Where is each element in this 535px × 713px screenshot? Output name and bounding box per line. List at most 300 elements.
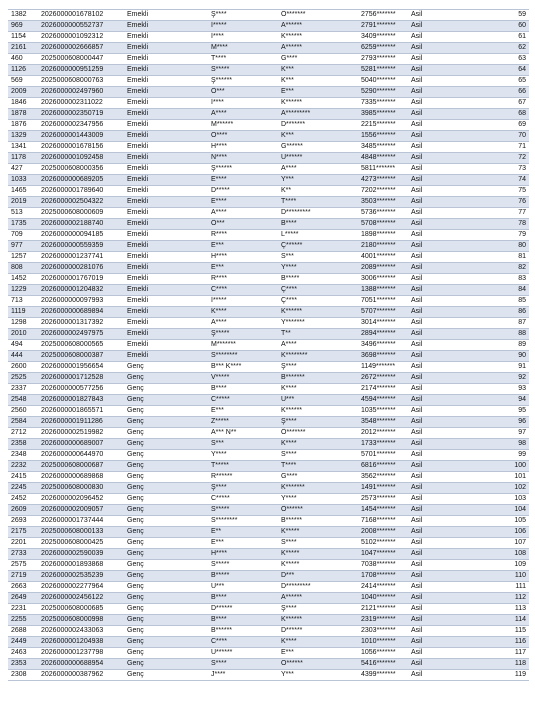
last-name-masked-cell: D******* [278, 120, 358, 131]
application-no-cell: 2449 [8, 637, 38, 648]
rank-cell: 102 [448, 483, 529, 494]
first-name-masked-cell: M****** [208, 120, 278, 131]
id-number-masked-cell: 1149******* [358, 362, 408, 373]
rank-cell: 113 [448, 604, 529, 615]
status-cell: Asil [408, 296, 448, 307]
application-no-cell: 2693 [8, 516, 38, 527]
rank-cell: 101 [448, 472, 529, 483]
application-no-cell: 1341 [8, 142, 38, 153]
status-cell: Asil [408, 307, 448, 318]
category-cell: Genç [124, 604, 208, 615]
status-cell: Asil [408, 571, 448, 582]
last-name-masked-cell: K****** [278, 406, 358, 417]
id-number-masked-cell: 1040******* [358, 593, 408, 604]
status-cell: Asil [408, 670, 448, 681]
id-number-masked-cell: 1733******* [358, 439, 408, 450]
rank-cell: 114 [448, 615, 529, 626]
first-name-masked-cell: İ**** [208, 98, 278, 109]
table-row [8, 307, 529, 318]
table-row [8, 197, 529, 208]
id-number-masked-cell: 2180******* [358, 241, 408, 252]
category-cell: Genç [124, 549, 208, 560]
first-name-masked-cell: H**** [208, 142, 278, 153]
application-no-cell: 1452 [8, 274, 38, 285]
table-row [8, 505, 529, 516]
application-no-cell: 2575 [8, 560, 38, 571]
table-row [8, 527, 529, 538]
application-no-cell: 2175 [8, 527, 38, 538]
id-number-masked-cell: 2012******* [358, 428, 408, 439]
first-name-masked-cell: N**** [208, 153, 278, 164]
id-number-masked-cell: 4594******* [358, 395, 408, 406]
category-cell: Genç [124, 516, 208, 527]
category-cell: Emekli [124, 329, 208, 340]
category-cell: Genç [124, 505, 208, 516]
reference-number-cell: 2026000000577256 [38, 384, 124, 395]
status-cell: Asil [408, 439, 448, 450]
first-name-masked-cell: M******* [208, 340, 278, 351]
last-name-masked-cell: B****** [278, 516, 358, 527]
first-name-masked-cell: A*** N** [208, 428, 278, 439]
rank-cell: 105 [448, 516, 529, 527]
application-no-cell: 2463 [8, 648, 38, 659]
category-cell: Emekli [124, 10, 208, 21]
table-row [8, 450, 529, 461]
id-number-masked-cell: 4001******* [358, 252, 408, 263]
status-cell: Asil [408, 153, 448, 164]
table-row [8, 87, 529, 98]
table-row [8, 428, 529, 439]
category-cell: Genç [124, 461, 208, 472]
last-name-masked-cell: Ç**** [278, 285, 358, 296]
rank-cell: 77 [448, 208, 529, 219]
application-no-cell: 2353 [8, 659, 38, 670]
status-cell: Asil [408, 98, 448, 109]
rank-cell: 71 [448, 142, 529, 153]
category-cell: Emekli [124, 230, 208, 241]
application-no-cell: 2019 [8, 197, 38, 208]
application-no-cell: 2663 [8, 582, 38, 593]
table-row [8, 175, 529, 186]
status-cell: Asil [408, 384, 448, 395]
reference-number-cell: 2025000608000609 [38, 208, 124, 219]
id-number-masked-cell: 3698******* [358, 351, 408, 362]
table-row [8, 340, 529, 351]
status-cell: Asil [408, 648, 448, 659]
table-row [8, 10, 529, 21]
last-name-masked-cell: Ç**** [278, 296, 358, 307]
rank-cell: 112 [448, 593, 529, 604]
first-name-masked-cell: R**** [208, 274, 278, 285]
reference-number-cell: 2026000000281076 [38, 263, 124, 274]
reference-number-cell: 2026000002347956 [38, 120, 124, 131]
last-name-masked-cell: K**** [278, 384, 358, 395]
id-number-masked-cell: 3562******* [358, 472, 408, 483]
status-cell: Asil [408, 494, 448, 505]
table-row [8, 219, 529, 230]
application-no-cell: 2525 [8, 373, 38, 384]
category-cell: Emekli [124, 87, 208, 98]
table-row [8, 494, 529, 505]
last-name-masked-cell: K*** [278, 76, 358, 87]
rank-cell: 107 [448, 538, 529, 549]
status-cell: Asil [408, 219, 448, 230]
first-name-masked-cell: U*** [208, 582, 278, 593]
id-number-masked-cell: 5707******* [358, 307, 408, 318]
last-name-masked-cell: A**** [278, 164, 358, 175]
first-name-masked-cell: B****** [208, 626, 278, 637]
rank-cell: 76 [448, 197, 529, 208]
reference-number-cell: 2026000002497975 [38, 329, 124, 340]
first-name-masked-cell: B**** [208, 593, 278, 604]
id-number-masked-cell: 1898******* [358, 230, 408, 241]
status-cell: Asil [408, 549, 448, 560]
application-no-cell: 2584 [8, 417, 38, 428]
rank-cell: 60 [448, 21, 529, 32]
first-name-masked-cell: J**** [208, 670, 278, 681]
application-no-cell: 2358 [8, 439, 38, 450]
last-name-masked-cell: K******* [278, 483, 358, 494]
last-name-masked-cell: K***** [278, 560, 358, 571]
status-cell: Asil [408, 21, 448, 32]
table-row [8, 186, 529, 197]
results-table-body [8, 10, 529, 681]
rank-cell: 95 [448, 406, 529, 417]
table-row [8, 637, 529, 648]
category-cell: Genç [124, 450, 208, 461]
first-name-masked-cell: E** [208, 527, 278, 538]
rank-cell: 65 [448, 76, 529, 87]
reference-number-cell: 2025000608000685 [38, 604, 124, 615]
id-number-masked-cell: 2215******* [358, 120, 408, 131]
last-name-masked-cell: Ö****** [278, 505, 358, 516]
first-name-masked-cell: B*** K**** [208, 362, 278, 373]
id-number-masked-cell: 7202******* [358, 186, 408, 197]
status-cell: Asil [408, 395, 448, 406]
category-cell: Genç [124, 593, 208, 604]
application-no-cell: 2161 [8, 43, 38, 54]
id-number-masked-cell: 3014******* [358, 318, 408, 329]
category-cell: Emekli [124, 21, 208, 32]
category-cell: Genç [124, 439, 208, 450]
application-no-cell: 1298 [8, 318, 38, 329]
reference-number-cell: 2026000001956654 [38, 362, 124, 373]
first-name-masked-cell: H**** [208, 252, 278, 263]
table-row [8, 318, 529, 329]
first-name-masked-cell: A**** [208, 208, 278, 219]
status-cell: Asil [408, 65, 448, 76]
rank-cell: 106 [448, 527, 529, 538]
id-number-masked-cell: 2894******* [358, 329, 408, 340]
application-no-cell: 1876 [8, 120, 38, 131]
id-number-masked-cell: 1491******* [358, 483, 408, 494]
rank-cell: 83 [448, 274, 529, 285]
rank-cell: 81 [448, 252, 529, 263]
reference-number-cell: 2026000001678156 [38, 142, 124, 153]
category-cell: Genç [124, 527, 208, 538]
reference-number-cell: 2026000002277964 [38, 582, 124, 593]
reference-number-cell: 2025000608000687 [38, 461, 124, 472]
status-cell: Asil [408, 208, 448, 219]
id-number-masked-cell: 1708******* [358, 571, 408, 582]
application-no-cell: 2348 [8, 450, 38, 461]
table-row [8, 604, 529, 615]
last-name-masked-cell: K******** [278, 351, 358, 362]
id-number-masked-cell: 2174******* [358, 384, 408, 395]
category-cell: Genç [124, 538, 208, 549]
category-cell: Emekli [124, 76, 208, 87]
category-cell: Genç [124, 472, 208, 483]
first-name-masked-cell: S*** [208, 439, 278, 450]
reference-number-cell: 2026000002350719 [38, 109, 124, 120]
id-number-masked-cell: 1056******* [358, 648, 408, 659]
reference-number-cell: 2025000608000763 [38, 76, 124, 87]
rank-cell: 99 [448, 450, 529, 461]
reference-number-cell: 2026000002456122 [38, 593, 124, 604]
rank-cell: 91 [448, 362, 529, 373]
application-no-cell: 709 [8, 230, 38, 241]
status-cell: Asil [408, 637, 448, 648]
table-row [8, 21, 529, 32]
table-row [8, 230, 529, 241]
category-cell: Emekli [124, 32, 208, 43]
reference-number-cell: 2026000002188740 [38, 219, 124, 230]
status-cell: Asil [408, 417, 448, 428]
application-no-cell: 2232 [8, 461, 38, 472]
last-name-masked-cell: E*** [278, 648, 358, 659]
last-name-masked-cell: K**** [278, 637, 358, 648]
status-cell: Asil [408, 329, 448, 340]
reference-number-cell: 2026000001827843 [38, 395, 124, 406]
status-cell: Asil [408, 483, 448, 494]
reference-number-cell: 2026000001204938 [38, 637, 124, 648]
first-name-masked-cell: Y**** [208, 450, 278, 461]
category-cell: Genç [124, 582, 208, 593]
reference-number-cell: 2026000001443009 [38, 131, 124, 142]
id-number-masked-cell: 5708******* [358, 219, 408, 230]
id-number-masked-cell: 3485******* [358, 142, 408, 153]
id-number-masked-cell: 6816******* [358, 461, 408, 472]
first-name-masked-cell: Ş***** [208, 329, 278, 340]
first-name-masked-cell: Ş**** [208, 10, 278, 21]
reference-number-cell: 2026000002311022 [38, 98, 124, 109]
status-cell: Asil [408, 285, 448, 296]
last-name-masked-cell: S**** [278, 538, 358, 549]
last-name-masked-cell: Y*** [278, 175, 358, 186]
reference-number-cell: 2026000000094185 [38, 230, 124, 241]
rank-cell: 103 [448, 494, 529, 505]
rank-cell: 118 [448, 659, 529, 670]
table-row [8, 142, 529, 153]
rank-cell: 88 [448, 329, 529, 340]
status-cell: Asil [408, 252, 448, 263]
reference-number-cell: 2026000002504322 [38, 197, 124, 208]
table-row [8, 54, 529, 65]
status-cell: Asil [408, 505, 448, 516]
reference-number-cell: 2026000002666857 [38, 43, 124, 54]
application-no-cell: 513 [8, 208, 38, 219]
id-number-masked-cell: 5811******* [358, 164, 408, 175]
last-name-masked-cell: S**** [278, 450, 358, 461]
application-no-cell: 2733 [8, 549, 38, 560]
id-number-masked-cell: 1010******* [358, 637, 408, 648]
last-name-masked-cell: A****** [278, 21, 358, 32]
status-cell: Asil [408, 43, 448, 54]
last-name-masked-cell: S*** [278, 252, 358, 263]
id-number-masked-cell: 2791******* [358, 21, 408, 32]
rank-cell: 116 [448, 637, 529, 648]
id-number-masked-cell: 2573******* [358, 494, 408, 505]
first-name-masked-cell: E*** [208, 406, 278, 417]
first-name-masked-cell: Ş**** [208, 483, 278, 494]
status-cell: Asil [408, 406, 448, 417]
category-cell: Emekli [124, 318, 208, 329]
reference-number-cell: 2025000608000998 [38, 615, 124, 626]
last-name-masked-cell: K***** [278, 527, 358, 538]
last-name-masked-cell: K****** [278, 32, 358, 43]
rank-cell: 72 [448, 153, 529, 164]
reference-number-cell: 2026000001767019 [38, 274, 124, 285]
table-row [8, 461, 529, 472]
id-number-masked-cell: 3496******* [358, 340, 408, 351]
table-row [8, 131, 529, 142]
last-name-masked-cell: L***** [278, 230, 358, 241]
category-cell: Genç [124, 428, 208, 439]
first-name-masked-cell: A**** [208, 109, 278, 120]
first-name-masked-cell: U****** [208, 648, 278, 659]
rank-cell: 75 [448, 186, 529, 197]
reference-number-cell: 2026000002009057 [38, 505, 124, 516]
first-name-masked-cell: B**** [208, 615, 278, 626]
last-name-masked-cell: D****** [278, 626, 358, 637]
application-no-cell: 2201 [8, 538, 38, 549]
table-row [8, 659, 529, 670]
status-cell: Asil [408, 54, 448, 65]
rank-cell: 109 [448, 560, 529, 571]
category-cell: Genç [124, 615, 208, 626]
id-number-masked-cell: 7168******* [358, 516, 408, 527]
first-name-masked-cell: D****** [208, 604, 278, 615]
table-row [8, 285, 529, 296]
application-no-cell: 969 [8, 21, 38, 32]
status-cell: Asil [408, 340, 448, 351]
table-row [8, 76, 529, 87]
last-name-masked-cell: A**** [278, 340, 358, 351]
table-row [8, 274, 529, 285]
rank-cell: 90 [448, 351, 529, 362]
first-name-masked-cell: İ***** [208, 21, 278, 32]
last-name-masked-cell: K****** [278, 615, 358, 626]
category-cell: Genç [124, 670, 208, 681]
last-name-masked-cell: Ş**** [278, 362, 358, 373]
first-name-masked-cell: V***** [208, 373, 278, 384]
rank-cell: 66 [448, 87, 529, 98]
last-name-masked-cell: B**** [278, 219, 358, 230]
rank-cell: 92 [448, 373, 529, 384]
table-row [8, 582, 529, 593]
category-cell: Genç [124, 637, 208, 648]
rank-cell: 67 [448, 98, 529, 109]
first-name-masked-cell: E*** [208, 538, 278, 549]
reference-number-cell: 2026000001911286 [38, 417, 124, 428]
reference-number-cell: 2025000608000447 [38, 54, 124, 65]
rank-cell: 89 [448, 340, 529, 351]
first-name-masked-cell: S***** [208, 505, 278, 516]
category-cell: Emekli [124, 351, 208, 362]
id-number-masked-cell: 2756******* [358, 10, 408, 21]
status-cell: Asil [408, 362, 448, 373]
application-no-cell: 2010 [8, 329, 38, 340]
category-cell: Emekli [124, 109, 208, 120]
first-name-masked-cell: E*** [208, 263, 278, 274]
last-name-masked-cell: K*** [278, 65, 358, 76]
first-name-masked-cell: B**** [208, 384, 278, 395]
first-name-masked-cell: H**** [208, 549, 278, 560]
last-name-masked-cell: K**** [278, 439, 358, 450]
status-cell: Asil [408, 175, 448, 186]
id-number-masked-cell: 2089******* [358, 263, 408, 274]
id-number-masked-cell: 6259******* [358, 43, 408, 54]
category-cell: Genç [124, 417, 208, 428]
id-number-masked-cell: 5416******* [358, 659, 408, 670]
application-no-cell: 1033 [8, 175, 38, 186]
reference-number-cell: 2026000001237798 [38, 648, 124, 659]
table-row [8, 153, 529, 164]
last-name-masked-cell: Y**** [278, 263, 358, 274]
first-name-masked-cell: C***** [208, 395, 278, 406]
application-no-cell: 2231 [8, 604, 38, 615]
status-cell: Asil [408, 373, 448, 384]
id-number-masked-cell: 5290******* [358, 87, 408, 98]
status-cell: Asil [408, 450, 448, 461]
reference-number-cell: 2026000001737444 [38, 516, 124, 527]
status-cell: Asil [408, 230, 448, 241]
id-number-masked-cell: 1388******* [358, 285, 408, 296]
reference-number-cell: 2025000608000356 [38, 164, 124, 175]
first-name-masked-cell: B***** [208, 571, 278, 582]
application-no-cell: 2712 [8, 428, 38, 439]
status-cell: Asil [408, 626, 448, 637]
rank-cell: 104 [448, 505, 529, 516]
reference-number-cell: 2025000608000133 [38, 527, 124, 538]
last-name-masked-cell: T**** [278, 461, 358, 472]
last-name-masked-cell: A****** [278, 593, 358, 604]
last-name-masked-cell: K****** [278, 98, 358, 109]
first-name-masked-cell: S***** [208, 65, 278, 76]
table-row [8, 439, 529, 450]
id-number-masked-cell: 2793******* [358, 54, 408, 65]
category-cell: Emekli [124, 285, 208, 296]
table-row [8, 560, 529, 571]
id-number-masked-cell: 3006******* [358, 274, 408, 285]
id-number-masked-cell: 1556******* [358, 131, 408, 142]
table-row [8, 263, 529, 274]
id-number-masked-cell: 3548******* [358, 417, 408, 428]
application-no-cell: 2719 [8, 571, 38, 582]
table-row [8, 670, 529, 681]
application-no-cell: 2688 [8, 626, 38, 637]
status-cell: Asil [408, 76, 448, 87]
rank-cell: 98 [448, 439, 529, 450]
category-cell: Emekli [124, 54, 208, 65]
application-no-cell: 444 [8, 351, 38, 362]
application-no-cell: 2609 [8, 505, 38, 516]
reference-number-cell: 2025000608000425 [38, 538, 124, 549]
table-row [8, 296, 529, 307]
first-name-masked-cell: Ş****** [208, 76, 278, 87]
last-name-masked-cell: G**** [278, 54, 358, 65]
reference-number-cell: 2026000001317392 [38, 318, 124, 329]
